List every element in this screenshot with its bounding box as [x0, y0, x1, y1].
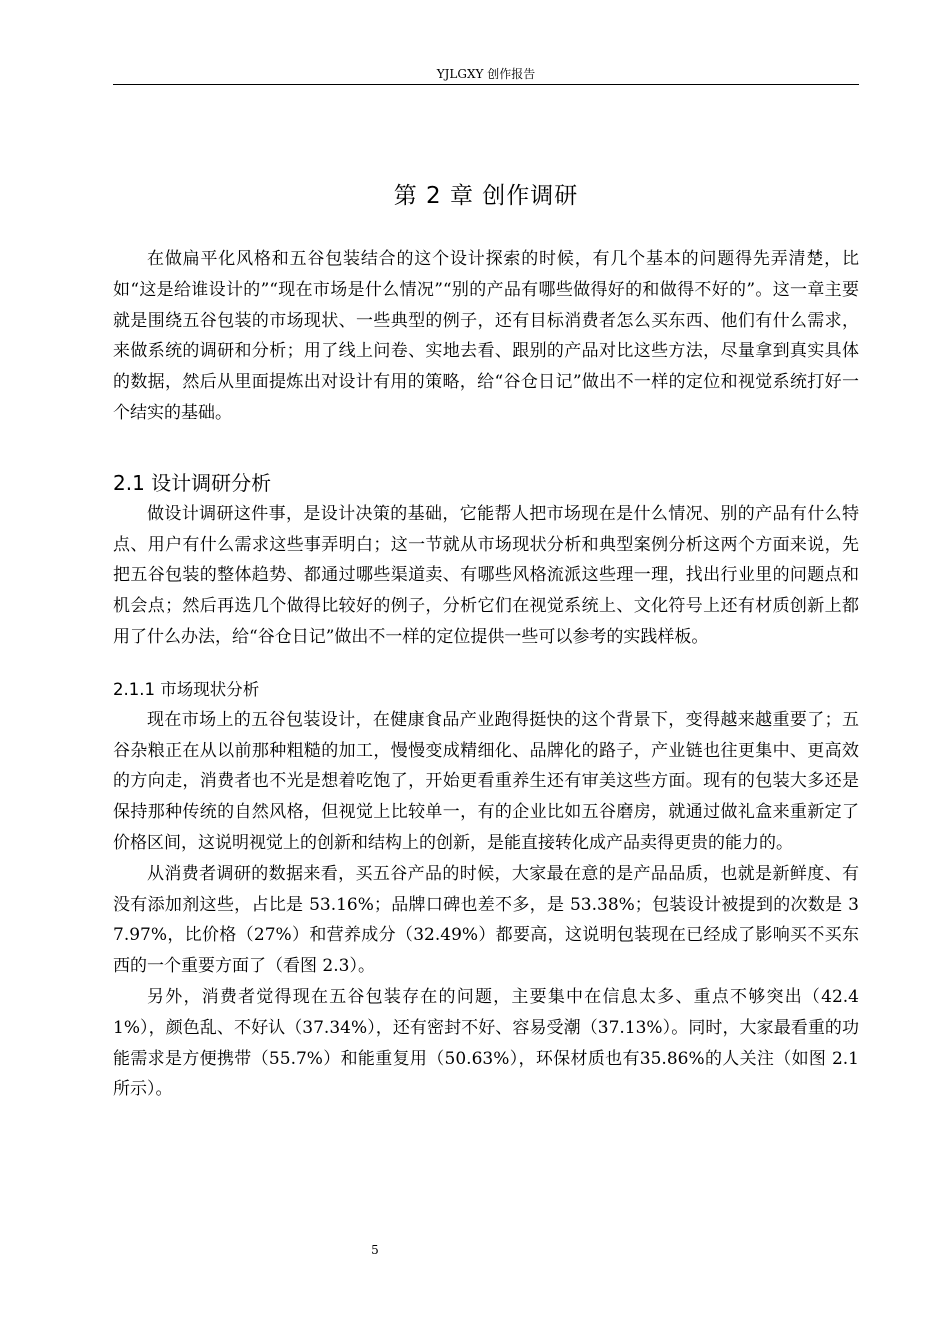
page-content: [113, 176, 859, 1105]
section-2-1-1-paragraph-2: 从消费者调研的数据来看，买五谷产品的时候，大家最在意的是产品品质，也就是新鲜度、有没有添加剂这些，占比是 53.16%；品牌口碑也差不多，是 53.38%；包装设计被提到的次数是 37.97%，比价格（27%）和营养成分（32.49%）都要高，这说明包装现在已经成了影响买不买东西的一个重要方面了（看图 2.3）。: [113, 863, 859, 977]
page-number: 5: [371, 1243, 379, 1257]
section-heading-2-1: 2.1 设计调研分析: [113, 470, 272, 495]
section-2-1-1-paragraph-1: 现在市场上的五谷包装设计，在健康食品产业跑得挺快的这个背景下，变得越来越重要了；五谷杂粮正在从以前那种粗糙的加工，慢慢变成精细化、品牌化的路子，产业链也往更集中、更高效的方向走，消费者也不光是想着吃饱了，开始更看重养生还有审美这些方面。现有的包装大多还是保持那种传统的自然风格，但视觉上比较单一，有的企业比如五谷磨房，就通过做礼盒来重新定了价格区间，这说明视觉上的创新和结构上的创新，是能直接转化成产品卖得更贵的能力的。: [113, 709, 859, 853]
chapter-title: 第 2 章 创作调研: [393, 183, 579, 209]
section-2-1-1-paragraph-3: 另外，消费者觉得现在五谷包装存在的问题，主要集中在信息太多、重点不够突出（42.41%），颜色乱、不好认（37.34%），还有密封不好、容易受潮（37.13%）。同时，大家最看重的功能需求是方便携带（55.7%）和能重复用（50.63%），环保材质也有35.86%的人关注（如图 2.1 所示）。: [113, 986, 859, 1100]
page-header: YJLGXY 创作报告: [113, 64, 859, 85]
chapter-intro-paragraph: 在做扁平化风格和五谷包装结合的这个设计探索的时候，有几个基本的问题得先弄清楚，比如“这是给谁设计的”“现在市场是什么情况”“别的产品有哪些做得好的和做得不好的”。这一章主要就是围绕五谷包装的市场现状、一些典型的例子，还有目标消费者怎么买东西、他们有什么需求，来做系统的调研和分析；用了线上问卷、实地去看、跟别的产品对比这些方法，尽量拿到真实具体的数据，然后从里面提炼出对设计有用的策略，给“谷仓日记”做出不一样的定位和视觉系统打好一个结实的基础。: [113, 249, 859, 423]
section-2-1-paragraph: 做设计调研这件事，是设计决策的基础，它能帮人把市场现在是什么情况、别的产品有什么特点、用户有什么需求这些事弄明白；这一节就从市场现状分析和典型案例分析这两个方面来说，先把五谷包装的整体趋势、都通过哪些渠道卖、有哪些风格流派这些理一理，找出行业里的问题点和机会点；然后再选几个做得比较好的例子，分析它们在视觉系统上、文化符号上还有材质创新上都用了什么办法，给“谷仓日记”做出不一样的定位提供一些可以参考的实践样板。: [113, 503, 859, 647]
section-heading-2-1-1: 2.1.1 市场现状分析: [113, 679, 260, 699]
